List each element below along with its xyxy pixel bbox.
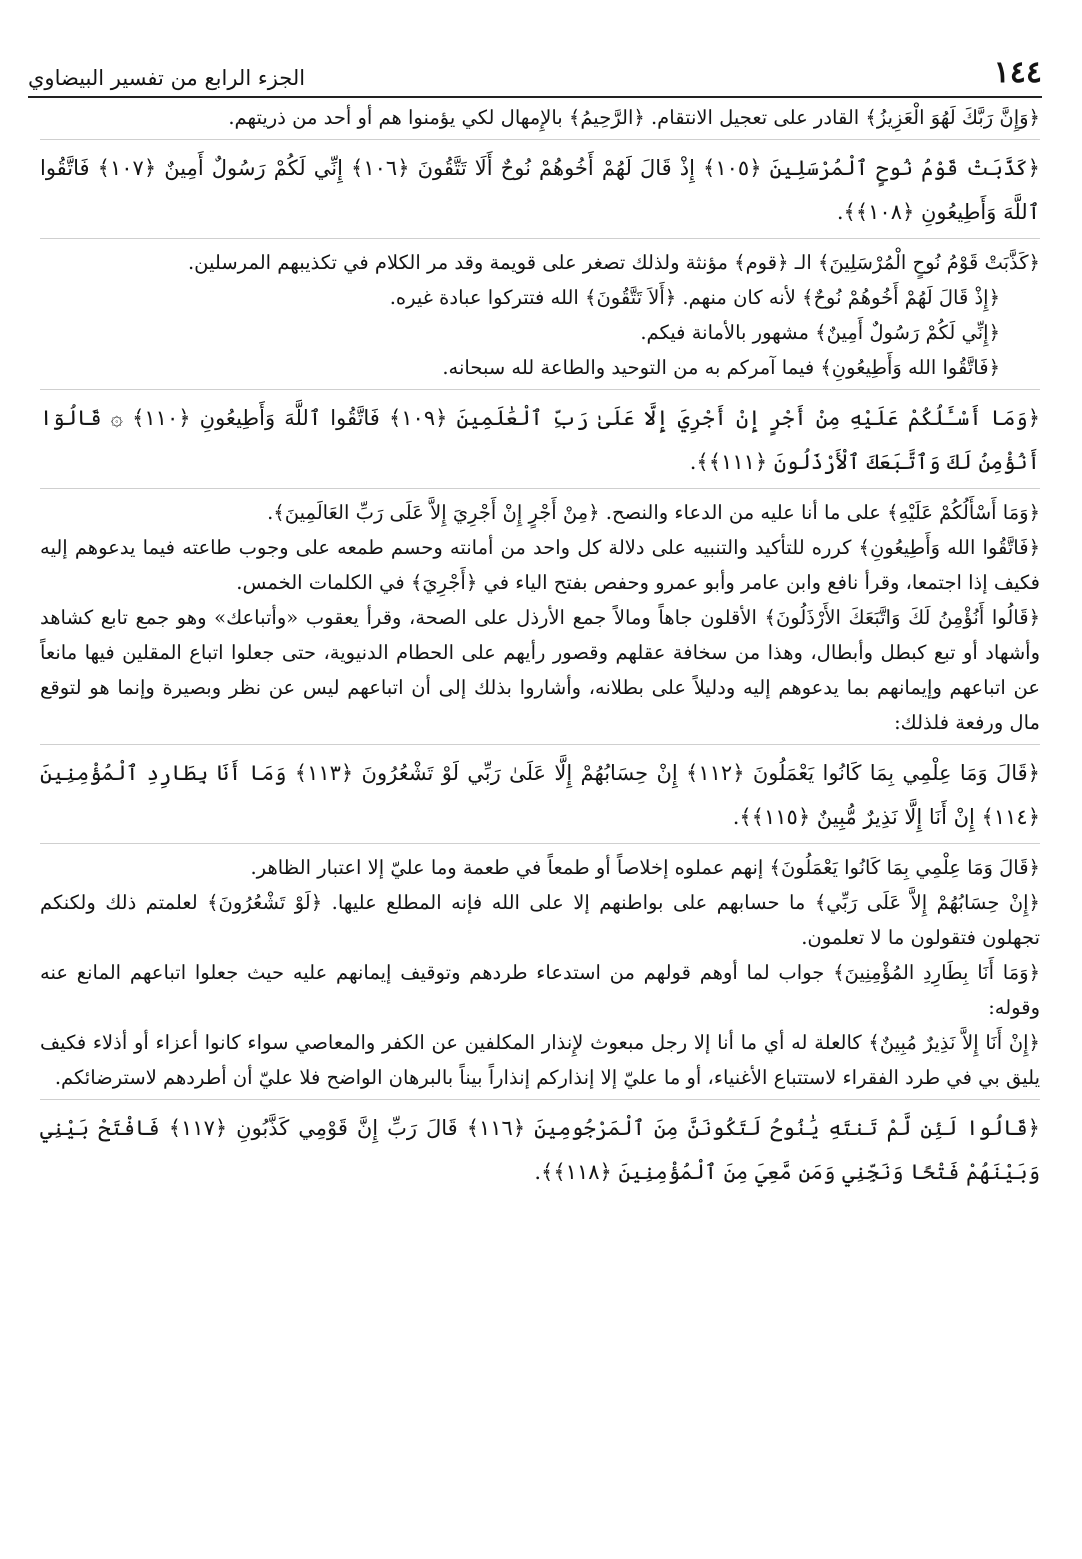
- commentary-paragraph: ﴿وَمَا أَسْأَلُكُمْ عَلَيْهِ﴾ على ما أنا عليه من الدعاء والنصح. ﴿مِنْ أَجْرٍ إِنْ أَجْرِيَ إِلاَّ عَلَى رَبِّ العَالَمِينَ﴾.: [267, 501, 1040, 524]
- commentary-paragraph: ﴿قَالَ وَمَا عِلْمِي بِمَا كَانُوا يَعْمَلُونَ﴾ إنهم عملوه إخلاصاً أو طمعاً في طعمة وما عليّ إلا اعتبار الظاهر.: [250, 856, 1040, 879]
- divider: [40, 389, 1040, 390]
- divider: [40, 139, 1040, 140]
- divider: [40, 488, 1040, 489]
- commentary-paragraph: ﴿إِنِّي لَكُمْ رَسُولٌ أَمِينٌ﴾ مشهور بالأمانة فيكم.: [640, 321, 1000, 344]
- page-number: ١٤٤: [993, 55, 1042, 90]
- quran-verse-block: ﴿قَالَ وَمَا عِلْمِي بِمَا كَانُوا يَعْمَلُونَ ﴿١١٢﴾ إِنْ حِسَابُهُمْ إِلَّا عَلَىٰ رَبِّي لَوْ تَشْعُرُونَ ﴿١١٣﴾ وَمَا أَنَا بِطَارِدِ ٱلْمُؤْمِنِينَ ﴿١١٤﴾ إِنْ أَنَا إِلَّا نَذِيرٌ مُّبِينٌ ﴿١١٥﴾﴾.: [40, 761, 1040, 829]
- commentary-paragraph: ﴿كَذَّبَتْ قَوْمُ نُوحٍ الْمُرْسَلِينَ﴾ الـ ﴿قوم﴾ مؤنثة ولذلك تصغر على قويمة وقد مر الكلام في تكذيبهم المرسلين.: [187, 251, 1040, 274]
- commentary-paragraph: ﴿فَاتَّقُوا الله وَأَطِيعُونِ﴾ فيما آمركم به من التوحيد والطاعة لله سبحانه.: [442, 356, 1000, 379]
- divider: [40, 238, 1040, 239]
- divider: [40, 744, 1040, 745]
- commentary-paragraph: ﴿إِذْ قَالَ لَهُمْ أَخُوهُمْ نُوحٌ﴾ لأنه كان منهم. ﴿أَلاَ تَتَّقُونَ﴾ الله فتتركوا عبادة غيره.: [389, 286, 1000, 309]
- commentary-paragraph: ﴿فَاتَّقُوا الله وَأَطِيعُونِ﴾ كرره للتأكيد والتنبيه على دلالة كل واحد من أمانته وحسم طمعه على وجوب طاعته فيما يدعوهم إليه فكيف إذا اجتمعا، وقرأ نافع وابن عامر وأبو عمرو وحفص بفتح الياء في ﴿أَجْرِيَ﴾ في الكلمات الخمس.: [40, 536, 1040, 594]
- commentary-paragraph: ﴿إِنْ حِسَابُهُمْ إِلاَّ عَلَى رَبِّي﴾ ما حسابهم على بواطنهم إلا على الله فإنه المطلع عليها. ﴿لَوْ تَشْعُرُونَ﴾ لعلمتم ذلك ولكنكم تجهلون فتقولون ما لا تعلمون.: [40, 891, 1040, 949]
- commentary-paragraph: ﴿وَإِنَّ رَبَّكَ لَهُوَ الْعَزِيزُ﴾ القادر على تعجيل الانتقام. ﴿الرَّحِيمُ﴾ بالإِمهال لكي يؤمنوا هم أو أحد من ذريتهم.: [228, 106, 1040, 129]
- divider: [40, 1099, 1040, 1100]
- commentary-paragraph: ﴿وَمَا أَنَا بِطَارِدِ المُؤْمِنِينَ﴾ جواب لما أوهم قولهم من استدعاء طردهم وتوقيف إيمانهم عليه حيث جعلوا اتباعهم المانع عنه وقوله:: [40, 961, 1040, 1019]
- commentary-paragraph: ﴿إِنْ أَنَا إِلاَّ نَذِيرٌ مُبِينٌ﴾ كالعلة له أي ما أنا إلا رجل مبعوث لإِنذار المكلفين عن الكفر والمعاصي سواء كانوا أعزاء أو أذلاء فكيف يليق بي في طرد الفقراء لاستتباع الأغنياء، أو ما عليّ إلا إنذاركم إنذاراً بيناً بالبرهان الواضح فلا عليّ أن أطردهم لاسترضائكم.: [40, 1031, 1040, 1089]
- page-header: [28, 38, 1042, 98]
- page-body: [40, 100, 1040, 1539]
- running-title: الجزء الرابع من تفسير البيضاوي: [28, 66, 306, 90]
- quran-verse-block: ﴿وَمَا أَسْـَٔلُكُمْ عَلَيْهِ مِنْ أَجْرٍ إِنْ أَجْرِيَ إِلَّا عَلَىٰ رَبِّ ٱلْعَٰلَمِينَ ﴿١٠٩﴾ فَاتَّقُوا ٱللَّهَ وَأَطِيعُونِ ﴿١١٠﴾ ۞ قَالُوٓا أَنُؤْمِنُ لَكَ وَٱتَّبَعَكَ ٱلْأَرْذَلُونَ ﴿١١١﴾﴾.: [40, 406, 1040, 474]
- quran-verse-block: ﴿كَذَّبَتْ قَوْمُ نُوحٍ ٱلْمُرْسَلِينَ ﴿١٠٥﴾ إِذْ قَالَ لَهُمْ أَخُوهُمْ نُوحٌ أَلَا تَتَّقُونَ ﴿١٠٦﴾ إِنِّي لَكُمْ رَسُولٌ أَمِينٌ ﴿١٠٧﴾ فَاتَّقُوا ٱللَّهَ وَأَطِيعُونِ ﴿١٠٨﴾﴾.: [40, 156, 1040, 224]
- commentary-paragraph: ﴿قَالُوا أَنُؤْمِنُ لَكَ وَاتَّبَعَكَ الأَرْذَلُونَ﴾ الأقلون جاهاً ومالاً جمع الأرذل على الصحة، وقرأ يعقوب «وأتباعك» وهو جمع تابع كشاهد وأشهاد أو تبع كبطل وأبطال، وهذا من سخافة عقلهم وقصور رأيهم على الحطام الدنيوية، حتى جعلوا اتباع المقلين فيها مانعاً عن اتباعهم وإيمانهم بما يدعوهم إليه ودليلاً على بطلانه، وأشاروا بذلك إلى أن اتباعهم ليس عن نظر وبصيرة وإنما هو لتوقع مال ورفعة فلذلك:: [40, 606, 1041, 734]
- divider: [40, 843, 1040, 844]
- quran-verse-block: ﴿قَالُوا لَئِن لَّمْ تَنتَهِ يَٰنُوحُ لَتَكُونَنَّ مِنَ ٱلْمَرْجُومِينَ ﴿١١٦﴾ قَالَ رَبِّ إِنَّ قَوْمِي كَذَّبُونِ ﴿١١٧﴾ فَافْتَحْ بَيْنِي وَبَيْنَهُمْ فَتْحًا وَنَجِّنِي وَمَن مَّعِيَ مِنَ ٱلْمُؤْمِنِينَ ﴿١١٨﴾﴾.: [40, 1116, 1040, 1184]
